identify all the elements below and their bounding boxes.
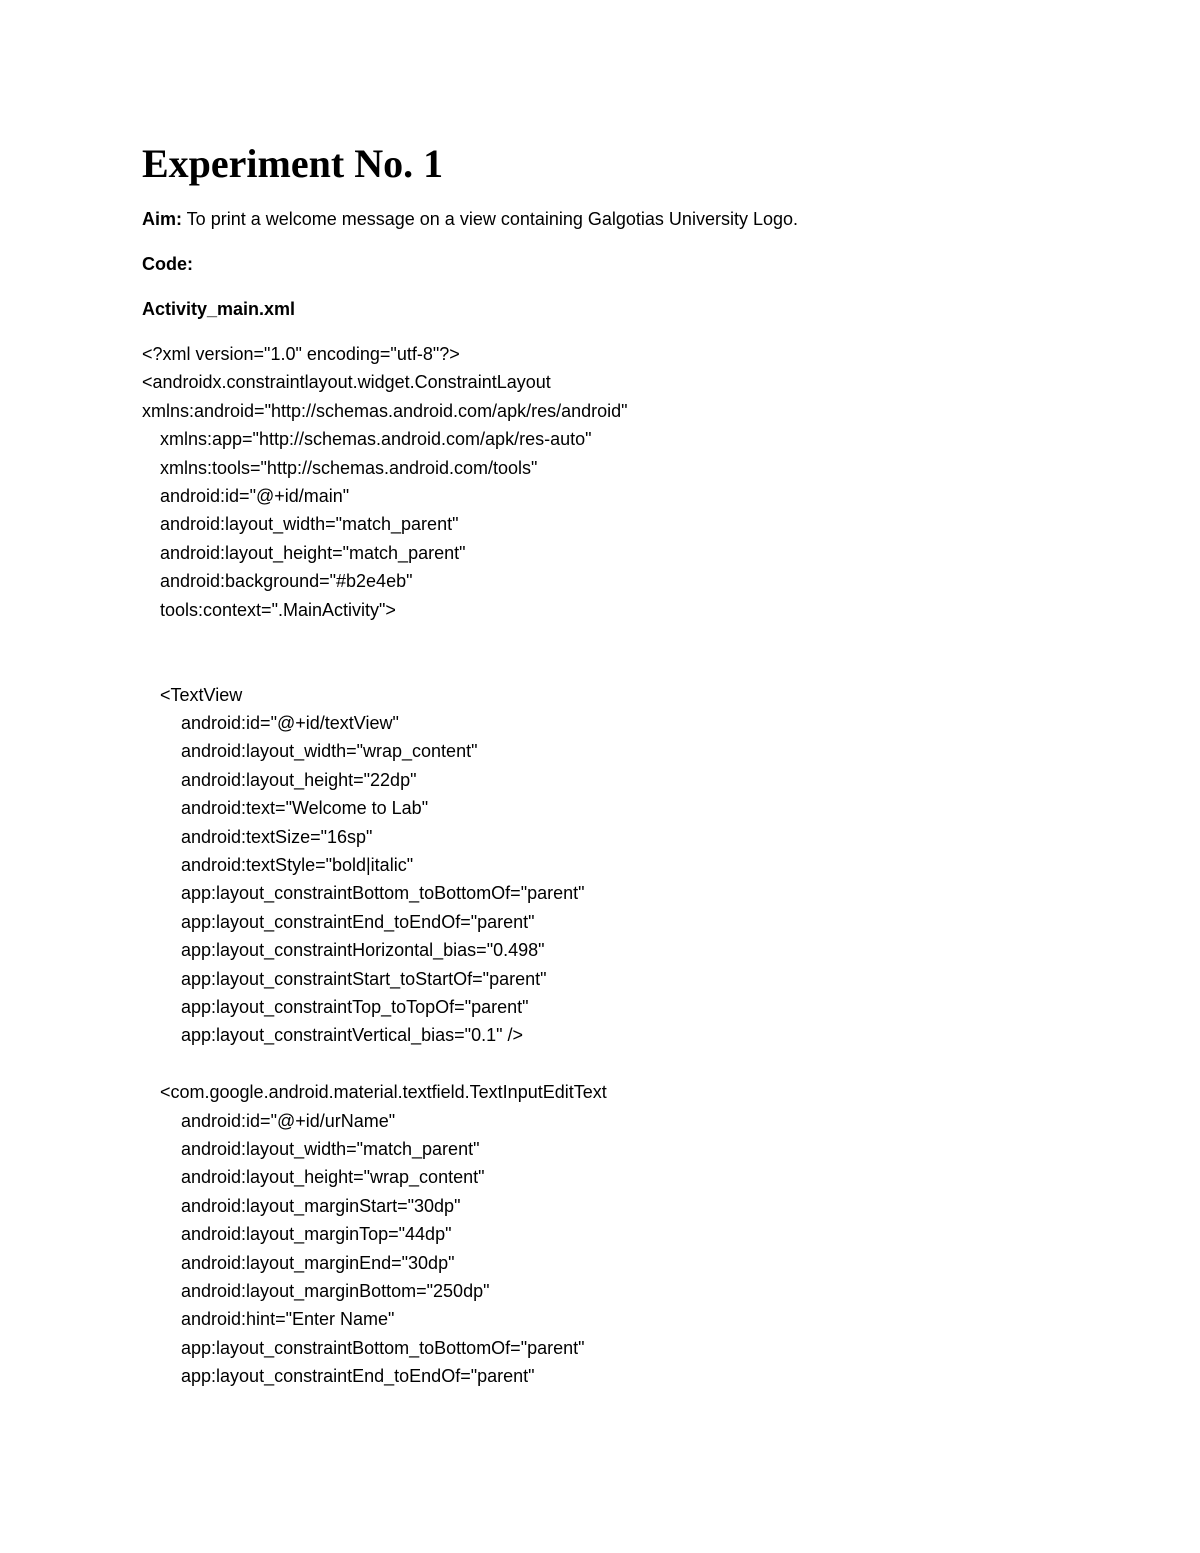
code-blank-line bbox=[142, 624, 628, 652]
code-line: android:textStyle="bold|italic" bbox=[181, 855, 414, 876]
code-line: app:layout_constraintEnd_toEndOf="parent" bbox=[181, 911, 535, 932]
code-line: app:layout_constraintBottom_toBottomOf="parent" bbox=[181, 1337, 585, 1358]
code-line: <com.google.android.material.textfield.TextInputEditText bbox=[160, 1082, 607, 1103]
code-line: <androidx.constraintlayout.widget.ConstraintLayout bbox=[142, 372, 551, 393]
code-line: android:layout_marginTop="44dp" bbox=[181, 1224, 452, 1245]
code-blank-line bbox=[142, 1050, 628, 1078]
aim-text: To print a welcome message on a view containing Galgotias University Logo. bbox=[182, 209, 798, 229]
code-line: android:layout_width="wrap_content" bbox=[181, 741, 478, 762]
code-line: app:layout_constraintHorizontal_bias="0.498" bbox=[181, 940, 545, 961]
code-line: android:layout_marginEnd="30dp" bbox=[181, 1252, 455, 1273]
code-blank-line bbox=[142, 652, 628, 680]
code-line: app:layout_constraintVertical_bias="0.1" /> bbox=[181, 1025, 523, 1046]
code-line: app:layout_constraintTop_toTopOf="parent" bbox=[181, 996, 529, 1017]
code-line: <?xml version="1.0" encoding="utf-8"?> bbox=[142, 344, 460, 364]
aim-paragraph bbox=[142, 207, 798, 231]
code-line: android:id="@+id/textView" bbox=[181, 713, 399, 734]
code-line: xmlns:app="http://schemas.android.com/apk/res-auto" bbox=[160, 429, 592, 450]
page-title: Experiment No. 1 bbox=[142, 141, 444, 186]
code-line: android:background="#b2e4eb" bbox=[160, 571, 413, 592]
code-line: android:layout_height="match_parent" bbox=[160, 542, 466, 563]
code-line: <TextView bbox=[160, 684, 243, 705]
code-line: app:layout_constraintStart_toStartOf="parent" bbox=[181, 968, 547, 989]
code-line: android:text="Welcome to Lab" bbox=[181, 798, 429, 819]
code-line: android:layout_width="match_parent" bbox=[160, 514, 459, 535]
code-line: android:id="@+id/urName" bbox=[181, 1110, 396, 1131]
code-line: xmlns:android="http://schemas.android.com/apk/res/android" bbox=[142, 400, 628, 421]
code-listing bbox=[142, 340, 628, 1390]
code-line: app:layout_constraintBottom_toBottomOf="parent" bbox=[181, 883, 585, 904]
code-line: android:layout_height="22dp" bbox=[181, 769, 417, 790]
code-line: android:textSize="16sp" bbox=[181, 826, 373, 847]
file-name-heading: Activity_main.xml bbox=[142, 299, 296, 319]
code-line: android:layout_height="wrap_content" bbox=[181, 1167, 485, 1188]
code-line: xmlns:tools="http://schemas.android.com/tools" bbox=[160, 457, 538, 478]
code-line: android:layout_width="match_parent" bbox=[181, 1138, 480, 1159]
code-line: android:id="@+id/main" bbox=[160, 485, 350, 506]
code-line: android:layout_marginBottom="250dp" bbox=[181, 1280, 490, 1301]
code-line: app:layout_constraintEnd_toEndOf="parent" bbox=[181, 1366, 535, 1387]
code-line: tools:context=".MainActivity"> bbox=[160, 599, 396, 620]
code-line: android:hint="Enter Name" bbox=[181, 1309, 395, 1330]
code-line: android:layout_marginStart="30dp" bbox=[181, 1195, 461, 1216]
aim-label: Aim: bbox=[142, 209, 182, 229]
code-heading: Code: bbox=[142, 254, 193, 274]
